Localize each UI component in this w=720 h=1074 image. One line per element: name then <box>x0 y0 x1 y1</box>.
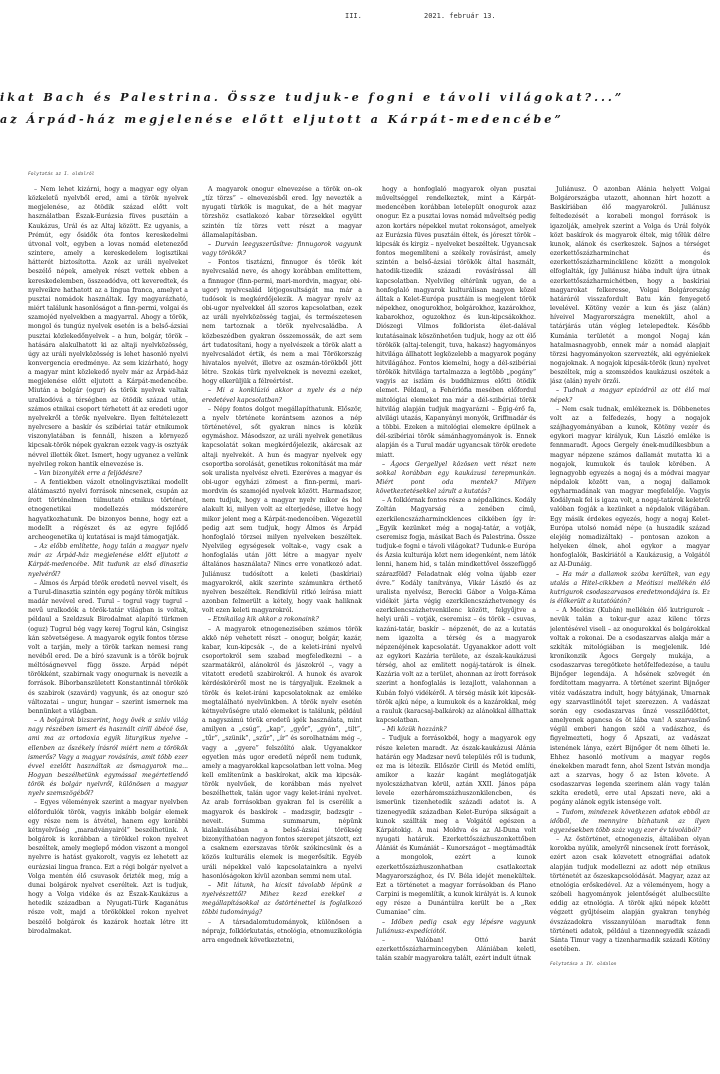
article-paragraph: – Valóban! Ottó barát ezerkettőszázharmincegyben Alániában keletl, talán szabír magyarokra talált, ezért indult útnak <box>376 936 536 963</box>
article-paragraph: – A magyarok etnogenezisében számos török akkö nép vehetett részt – onogur, bolgár, kazár, kabar, kun-kipcsák –, de a keleti-iráni nyelvű csoportokról sem szabad megfeledkezni – a szarmatákról, alánokról és jászokról –, vagy a vitatott eredetű szabirokról. A hunok és avarok kérdésköréről most ne is tárgyaljuk. Ezeknek a török és kelet-iráni kapcsolatoknak az emléke megtalálható nyelvünkben. A török nyelv esetén kétnyelvűségre utaló elemeket is találunk, például a nagyszámú török eredetű igék használata, mint amilyen a „csúg”, „kap”, „győr”, „gyón”, „tilt”, „tűr”, „szünik”, „szűr”, „ír” és sorolhatnám még –, vagy a „gyere” felszólító alak. Ugyanakkor egyetlen más ugor eredetű népről nem tudunk, amely a magyarokkal kapcsolatban lett volna. Meg kell említenünk a baskírokat, akik ma kipcsák-török nyelvűek, de korábban más nyelvet beszélhettek, talán ugor vagy kelet-iráni nyelvet. Az arab forrásokban gyakran fel is cserélik a magyarok és baskírok – madzsgir, badzsgir – neveit. Summa summarum, népünk kialakulásában a belső-ázsiai törökség bizonyíthatóan nagyon fontos szerepet játszott, ezt a csaknem ezerszavas török szókincsünk és a közös kulturális elemek is megerősítik. Egyéb uráli népekkel való kapcsolatainkra a nyelvi hasonlóságokon kívül azonban semmi nem utal. <box>202 625 362 880</box>
article-paragraph: – A társadalomtudományok, különösen a néprajz, folklórkutatás, etnológia, etnomuzikológia arra engednek következtetni, <box>202 918 362 944</box>
continuation-note: Folytatás az I. oldalról <box>28 172 95 177</box>
continues-note: Folytatása a IV. oldalon <box>550 962 617 968</box>
interview-question: – Mit látunk, ha kicsit távolabb lépünk a nyelvészettől? Mihez kezd ezekkel a megállapításokkal az őstörténettel is foglalkozó többi tudományág? <box>202 881 362 917</box>
article-paragraph: hogy a honfoglaló magyarok olyan pusztai műveltséggel rendelkeztek, mint a Kárpát-medencében korábban letelepült onogurok azaz onogur. Ez a pusztai lovas nomád műveltség pedig azon kortárs népekkel mutat rokonságot, amelyek az Eurázsia füves pusztáin éltek, és jóreszt török – kipcsák és kirgiz – nyelveket beszéltek. Ugyancsak fontos megemlíteni a székely rovásírást, amely szintén a belső-ázsiai törökök által használt, hatodik-tizedik századi rovásírással áll kapcsolatban. Nyelvileg eltérünk ugyan, de a honfoglaló magyarok kulturálisan nagyon közel álltak a Kelet-Európa pusztáin is megjelent török népekhez, onogurokhoz, bolgárokhoz, kazárokhoz, kabarokhoz, oguzokhoz és kun-kipcsákokhoz. Diószegi Vilmos folklorista élet-dalával kutatásainak köszönhetően tudjuk, hogy az ott élő törökök (altaj-telengit, tuva, hakasz) hagyományos hitvilága állhatott legközelebb a magyarok pogány hitvilágához. Fontos kiemelni, hogy a dél-szibériai törökök hitvilága tartalmazza a legtöbb „pogány” vagyis az iszlám és buddhizmus előtti ötödik elemet. Példaul, a Fehérlófia mesében előfordul mitológiai elemeket ma már a dél-szibériai török hitvilág alapján tudjuk magyarázni – Égig-érő fa, alvilági utazás, Kapanyányi monyók, Griffmadár és a többi. Ezeken a mitológiai elemekre épülnek a dél-szibériai török sámánhagyományok is. Ennek alapján és a Turul madár ugyancsak török eredete miatt. <box>376 186 536 459</box>
article-paragraph: – Népy fontos dolgot megállapíthatunk. Először, a nyelv története korántsem azonos a nép történetével, sőt gyakran nincs is közük egymáshoz. Másodszor, az uráli nyelvek genetikus kapcsolatát sokan megkérdőjelezik, akárcsak az altaji nyelvekét. A hun és magyar nyelvek egy csoportba sorolását, genetikus rokonítását ma már sok uralista nyelvész elveti. Ezeréves a magyar és obi-ugor egyházi zömest a finn-permi, mari-mordvin és szamojéd nyelvek között. Harmadszor, nem tudjuk, hogy a magyar nyelv mikor és hol alakult ki, milyen volt az elterjedése, illetve hogy mikor jelent meg a Kárpát-medencében. Végezetül pedig azt sem tudjuk, hogy Álmos és Árpád honfoglaló törzsei milyen nyelveken beszéltek. Nyelvileg egységesek voltak-e, vagy csak a honfoglalás után jött létre a magyar nyelv általános használata? Nincs erre vonatkozó adat. Juliánusz tudósított a keleti (baskíriai) magyarokról, akik szerinte számunkra érthető nyelven beszéltek. Rendkívül ritkó leírása miatt azonban felmerült a kétely, hogy vaak haliknak volt ezen keleti magyarokról. <box>202 405 362 615</box>
interview-question: – Etnikailag kik akkor a rokonaink? <box>208 616 319 624</box>
article-paragraph: – Álmos és Árpád török eredetű nevvel viselt, és a Turul-dinasztia szintén egy pogány török mítikus madár nevével ered. Turul – togrul vagy tugrul – nevű uralkodók a török-tatár világban is voltak, példaul a Szeldzsuk Birodalmat alapító türkmen (oguz) Tugrul bég vagy kerej Togrul kán, Csingisz kán szövetségese. A magyarok egyik fontos törzse volt a tarján, mely a török tarkan nemesi rang nevéből ered. De a bíró szavunk is a török bojruk méltóságnevvel függ össze. Árpád népét törökként, szabirnak vagy onogurnak is nevezik a források. Bíborbanszületett Konstantinnál törökök és szabirok (szavárd) vagyunk, és az onogur szó változatai – ungur, hungar – szerint ismernek ma bennünket a világban. <box>28 579 188 715</box>
article-paragraph: – A folklórnak fontos része a népdalkincs. Kodály Zoltán Magyarság a zenében című, ezerkilencszázharmincklences cikkében így ír: „Egyik kezünket még a nogaj-tatár, a votják, cseremisz fogja, másikat Bach és Palestrina. Össze tudjuk-e fogni e távoli világokat? Tudunk-e Európa és Ázsia kulturája közt nem idegenként, nem látók lenni, hanem hid, s talán mindkettővel összefüggő szárazföld? Feladatnak elég volna újabb ezer évre.” Kodály tanítványa, Vikár László és az uralista nyelvész, Berecki Gábor a Volga-Káma vidékét járta végig ezerkilencszázhetvenegy és ezerkilencszázhetvenkilenc között, felgyűjtve a helyi uráli – votják, cseremisz – és török – csuvas, kazáni-tatár, baskír – népzenét, de az a kutatás nem igazolta a térség és a magyarok népzenéjének kapcsolatát. Ugyanakkor adott volt az egykori Kazária területe, az észak-kaukázusi térség, ahol az emlitett nogáj-tatárok is élnek. Kazária volt az a terület, ahonnan az írott források szerint a honfoglalás is lezajlott, valahonnan a Kubán folyó vidékéről. A térség másik két kipcsák-török ajkú népe, a kumukok és a kazárokkal, még a rauluk (karacsaj-balkárok) az alánokkal állhattak kapcsolatban. <box>376 497 536 725</box>
text-column-1 <box>28 185 188 1060</box>
issue-date: 2021. február 13. <box>424 12 496 20</box>
article-paragraph: – Az őstörténet, etnogenezis, általában olyan korokba nyúlik, amelyről nincsenek írott források, ezért azon csak közvetett etnográfiai adatok alapján tudjuk modellezni az adott nép etnikus történetét az őszeskapcsolódását. Magyar, azaz az etnológia erőskedével. Az a véleményem, hogy a szóbeli hagyományok jelentőségét alulbecsülte eddig az etnológia. A török ajkú népek között végzett gyűjtéseim alapján gyakran tenyhég évszázadokra visszanyúlóan maradtak fenn történeti adatok, például a tizennegyedik századi Sánta Timur vagy a tizenharmadik századi Kötöny esetében. <box>550 836 710 953</box>
interview-question: – Durván leegyszerűsítve: finnugorok vagyunk vagy törökök? <box>202 240 362 258</box>
article-paragraph: – A fentiekben vázolt etnolingvisztikai modellt alátámasztó nyelvi források nincsenek, csupán az írott történelmen túlmutató etnikus történet, etnogenetikai modellezés módszerére hagyatkozhatunk. De bizonyos benne, hogy ezt a modellt a régészet és az egyre fejlődő archeogenetika új kutatásai is majd támogatják. <box>28 479 188 541</box>
interview-question: – Mi a konklúzió akkor a nyelv és a nép eredetével kapcsolatban? <box>202 387 362 404</box>
article-paragraph: – Tudjuk a forrásokból, hogy a magyarok egy része keleten maradt. Az észak-kaukázusi Alánia határán egy Madzsar nevű település ről is tudunk, ez ma is létezik. Ellőször Cirill és Metód említi, amikor a kazár kagánt meglátogatják nyolcszázhatvan körül, aztán XXII. János pápa levele ezerháromszázhuszonkilencben, és ismerünk tizenhetedik századi adatot is. A tizenegyedik században Kelet-Európa sikságait a kunok szállták meg a Volgától egészen a Kárpátokig. A mai Moldva és az Al-Duna volt nyugati határuk. Ezerkettőszázhuszonkettőben Álániát és Kumániát – Kunországot – megtámadták a mongolok, ezért a kunok ezerkettőszázhuszonhatban csatlakoztak Magyarországhoz, és IV. Béla idejét menekültek. Ezt a történetet a magyar forrásokban és Plano Carpini is megemlítik, a kunok királyát is. A kunok egy része a Dunántúlra került be a „Rex Cumaniae” cím. <box>376 735 536 917</box>
article-paragraph: Juliánusz. Ő azonban Alánia helyett Volgai Bolgárországba utazott, ahonnan hírt hozott a Baskíriában élő magyarokról. Juliánusz feltedezését a korabeli mongol források is igazolják, amelyek szerint a Volga és Urál folyók közt baskírok és magyarok éltek, mig tőlük délre kunok, alánok és cserkeszek. Sajnos a térséget ezerkettőszázharminchat és ezerkettőszázharminckilenc között a mongolok elfoglalták, így Juliánusz hiába indult újra útnak ezerkettőszázharmichétben, hogy a baskíriai magyarokat felkeresse, Volgai Bolgárország határáról visszafordult Batu kán fenyegető levelével. Kötöny vezér a kun és jász (alán) híveivel Magyarországra menekült, ahol a tatárjárás után végleg letelepedtek. Később Kumánia területét a mongol Nogaj kán hatalmasnagyobb, ennek már a nomád alapjait törzsi hagyományokon szervezték, aki egyéniekek nogajoknak. A nogajok kipcsák-török (kun) nyelvet beszéltek, míg a szomszédos kaukázusi oszétek a jász (alán) nyelv örzői. <box>550 186 710 386</box>
article-paragraph: A magyarok onogur elnevezése a török on–ok „tíz törzs” – elnevezésből ered. Így nevezték a nyugati türkök is magukat, de a hét magyar törzshöz csatlakozó kabar törzsekkel együtt szintén tíz törzs vett részt a magyar államalapításban. <box>202 186 362 239</box>
interview-question: – Tudnak a magyar epizódról az ott élő mai népek? <box>550 387 710 404</box>
article-paragraph: – Egyes vélemények szerint a magyar nyelvben előfordulók török, vagyis inkább bolgár elemek egy része nem is átvétel, hanem egy korábbi kétnyelvűség „maradványairól” beszélhetünk. A bolgárok is korábban a törökkel rokon nyelvet beszéltek, amely meglepő módon viszont a mongol nyelvre is hatást gyakorolt, vagyis ez lehetett az eurázsiai lingua franca. Ezt a régi bolgár nyelvet a Volga mentén élő csuvasok őrizték meg, míg a dunai bolgárok nyelvet cseréltek. Azt is tudjuk, hogy a Volga vidéke és az Észak-Kaukázus a hetedik században a Nyugati-Türk Kaganátus része volt, majd a törökökkel rokon nyelvet beszélő bolgárok és kazárok hoztak létre itt birodalmakat. <box>28 799 188 935</box>
interview-question: – Tudom, mindezek következen adatok ebből az időből, de mennyire bízhatunk az ilyen egyezésekben több száz vagy ezer év távolából? <box>550 808 710 834</box>
interview-question: – Mi közük hozzánk? <box>382 726 447 734</box>
article-paragraph: – Nem lehet kizárni, hogy a magyar egy olyan közkeletű nyelvből ered, ami a török nyelvek megjelenése, az ötödik század előtt volt használatban Észak-Eurázsia füves pusztáin a Kaukázus, Urál és az Altaj között. Ez ugyanis, a Prémút, egy ősidők óta fontos kereskedelmi útvonal volt, egyben a lovas nomád eleteneződ szintere, amely a kereskedelem logisztikai hátterét biztosította. Azok az uráli nyelveket beszélő népek, amelyek részt vettek ebben a kereskedelemben, összeadódva, ott keveredtek, és nyelveikre hathatott az a lingua franca, amelyet a pusztai nomádok használtak. Így magyarázható, miért találunk hasonlóságot a finn-permi, volgai és szamojéd nyelvekben a magyarral. Ahogy a török, mongol és tungúz nyelvek esetén is a belső-ázsiai pusztai közlekedőnyelvek – a hun, bolgár, török – hatására alakulhatott ki az altaji nyelvközösség, úgy az uráli nyelvközösség is lehet hasonló nyelvi konvergencia eredménye. Az sem kizárható, hogy a magyar mint közlekedő nyelv már az Árpád-ház megjelenése előtt eljutott a Kárpát-medencébe. Miután a bolgár (ogur) és török nyelvek valtak uralkodóvá a térségben az ötödik század után, számos etnikai csoport térhetett át az eredeti ugor nyelvekről a török nyelvekre. Ilyen feltételezett nyelvcsere a baskír és szibériai tatár etnikumok viszonylatában is fennáll, hiszen a környező kipcsak-török népek gyakran ezzek vagy-is osztyák névvel illették őket. Ismert, hogy ugyanez a velünk nyelvileg rokon hantik elnevezése is. <box>28 186 188 468</box>
interview-question: – Ágocs Gergellyel közösen vett részt nem sokkal korábban egy kaukázusi terepmunkán. Miért pont oda mentek? Milyen következtetésekkel zárult a kutatás? <box>376 460 536 496</box>
text-column-4 <box>550 185 710 1060</box>
headline-line-2: az Árpád-ház megjelenése előtt eljutott a Kárpát-medencébe” <box>0 112 564 126</box>
interview-question: – Van bizonyíték erre a feljödésre? <box>34 469 143 477</box>
article-paragraph: – Fontos tisztázni, finnugor és török két nyelvcsalád neve, és ahogy korábban említettem, a finnugor (finn-permi, mari-mordvin, magyar, obi-ugor) nyelvcsalád létjogosultságát ma már a tudósok is megkérdőjelezik. A magyar nyelv az obi-ugor nyelvekkel áll szoros kapcsolatban, ezek az uráli nyelvközösség tagjai, és természetesen nem tartoznak a török nyelvcsaládba. A közbeszédben gyakran összemossák, de azt sem árt tudatosítani, hogy a nyelvészek a török alatt a nyelvcsaládot értik, és nem a mai Törökország hivatalos nyelvét, illetve az oszmán-törökből jött létre. Szokás türk nyelveknek is nevezni ezeket, hogy elkerüljük a félreértést. <box>202 259 362 386</box>
interview-question: – Az előbb említette, hogy talán a magyar nyelv már az Árpád-ház megjelenése előtt eljutott a Kárpát-medencébe. Mit tudunk az első dinasztia nyelvéről? <box>28 543 188 578</box>
article-paragraph: – Nem csak tudnak, emlékeznek is. Döbbenetes volt az a felfedezés, hogy a nogajok szájhagyományában a kunok, Kötöny vezér és egykori magyar királyuk, Kun László emléke is fennmaradt. Ágocs Gergely ének-mudílkesbbun a magyar népzene számos dallamát mutatta ki a nogajok, kumukok és taulok körében. A legnagyobb egyezés a nogaj és a módvai magyar népdalok között van, a nogaj dallamok egyharmadának van magyar megfelelője. Vagyis Kodálynak fel is igaza volt, a nogaj-tatárok keletről valóban fogják a kezünket a népdalok világában. Egy másik érdekes egyezés, hogy a nogaj Kelet-Európa utolsó nomád népe (a huszadik század elejéig nomadizáltak) – pontosan azokon a helyeken élnek, ahol egykor a magyar honfoglalók, Baskíriától a Kaukázusig, a Volgától az Al-Dunáig. <box>550 405 710 569</box>
text-column-3 <box>376 185 536 1060</box>
interview-question: – Időben pedig csak egy lépésre vagyunk Juliánusz-expedíciótól. <box>376 918 536 935</box>
text-column-2 <box>202 185 362 1060</box>
article-paragraph: – A Meótisz (Kubán) mellékén élő kutrigurok – nevük talán a tokur-gur azaz kilenc törzs jelentésével viseli – az onogurokkal és bolgárokkal voltak a rokonai. De a csodaszarvas alakja már a szkíták mitológiában is megjelenik. Idé kronikonzik Ágocs Gergely mukája, a csodaszarvas teregötkete hetőfelfedezése, a taulu Bijnőger legendája. A hősének szövegét én fordítottam magyarra. A történet szerint Bijnőger vitéz vadászatra indult, hogy bátyjának, Umarnak egy szarvastlinótől tejet szerezzen. A vadászat során egy csodaszarvas űnzé vesszilődöttet, amelyenek agancsa és öt lába van! A szarvasünő végül emberi hangon szól a vadászhoz, és figyelmezteti, hogy ő Apszati, az vadászat istenének lánya, ezért Bijnőger őt nem ölheti le. Ehhez hasonló motívum a magyar regös énekekben maradt fenn, ahol Szent István mondja azt a szarvas, hogy ő az Isten követe. A csodaszarvas legenda szerinem alán vagy talán szkíta eredetű, erre utal Apszati neve, aki a pogány alánok egyik istensége volt. <box>550 607 710 807</box>
page-number: III. <box>345 12 362 20</box>
interview-question: – A bolgárok bizszerint, hogy övék a szláv világ nagy részében ismert és használt cirill ábécé őse, ami ma az ortodoxia egyik liturgikus nyelve – ellenben az őszékely írásról miért nem a törökök ismerős? Vagy a magyar rovásírás, amit több ezer évvel ezelőtt használtak az ősmagyarok ma... Hogyan beszélhetünk egymással megértetlendő török és bolgár nyelvről, különösen a magyar nyelv szemszögéből? <box>28 717 188 798</box>
headline-line-1: ikat Bach és Palestrina. Össze tudjuk-e fogni e távoli világokat?...” <box>0 90 625 104</box>
article-body <box>28 185 710 1060</box>
interview-question: – Ha már a dallamok szóba kerültek, van egy utalás a Hitel-cikkben a Meótiszi mellékén élő kutrigurok csodaszarvasos eredetmondájára is. Ez is élőkerült a kutatóútón? <box>550 570 710 606</box>
page-header <box>0 12 720 26</box>
